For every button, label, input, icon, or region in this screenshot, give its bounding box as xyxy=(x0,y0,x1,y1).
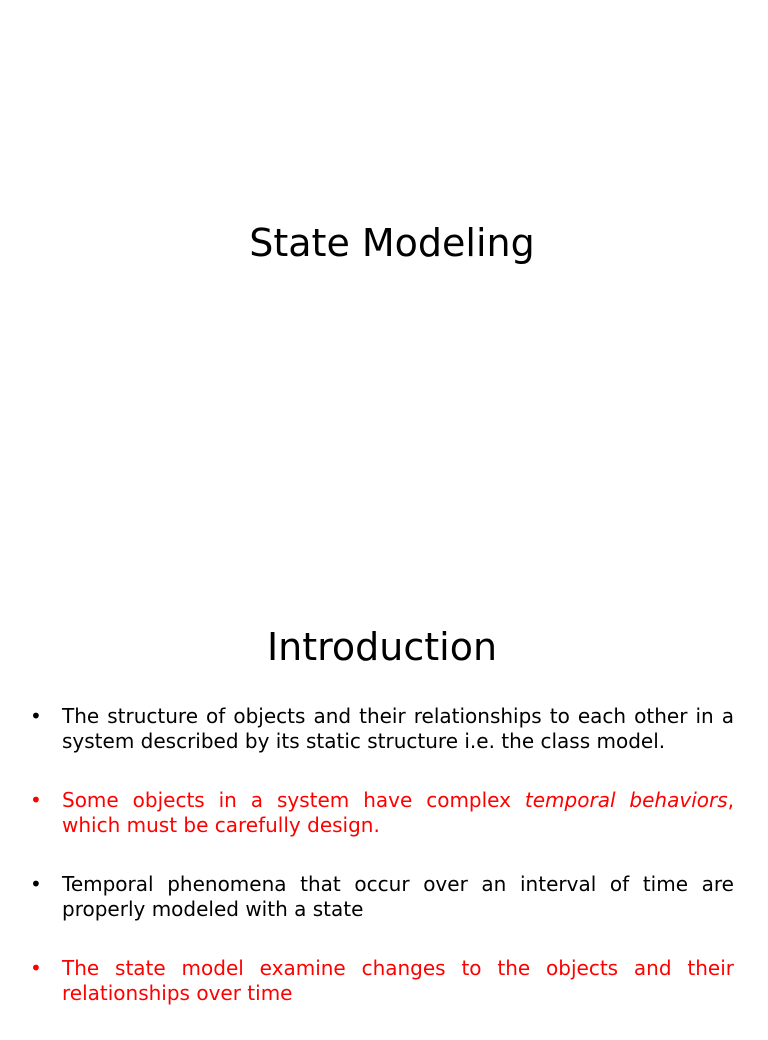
bullet-list xyxy=(30,704,734,1040)
slide-2 xyxy=(0,512,768,1024)
bullet-text: The structure of objects and their relationships to each other in a system described by its static structure i.e. the class model. xyxy=(62,704,734,753)
bullet-text xyxy=(62,788,734,837)
slide-title: State Modeling xyxy=(249,221,535,265)
bullet-item xyxy=(30,788,734,838)
bullet-text: Temporal phenomena that occur over an interval of time are properly modeled with a state xyxy=(62,872,734,921)
slide-1 xyxy=(0,0,768,512)
bullet-item xyxy=(30,872,734,922)
bullet-item xyxy=(30,704,734,754)
bullet-text: The state model examine changes to the objects and their relationships over time xyxy=(62,956,734,1005)
bullet-marker: • xyxy=(30,872,42,896)
bullet-text-start: Some objects in a system have complex xyxy=(62,788,525,812)
bullet-marker: • xyxy=(30,956,42,980)
bullet-marker: • xyxy=(30,788,42,812)
bullet-text-end: , which must be carefully design. xyxy=(62,788,734,837)
slide-heading: Introduction xyxy=(266,625,498,669)
bullet-marker: • xyxy=(30,704,42,728)
bullet-item xyxy=(30,956,734,1006)
bullet-text-emphasis: temporal behaviors xyxy=(524,788,728,812)
